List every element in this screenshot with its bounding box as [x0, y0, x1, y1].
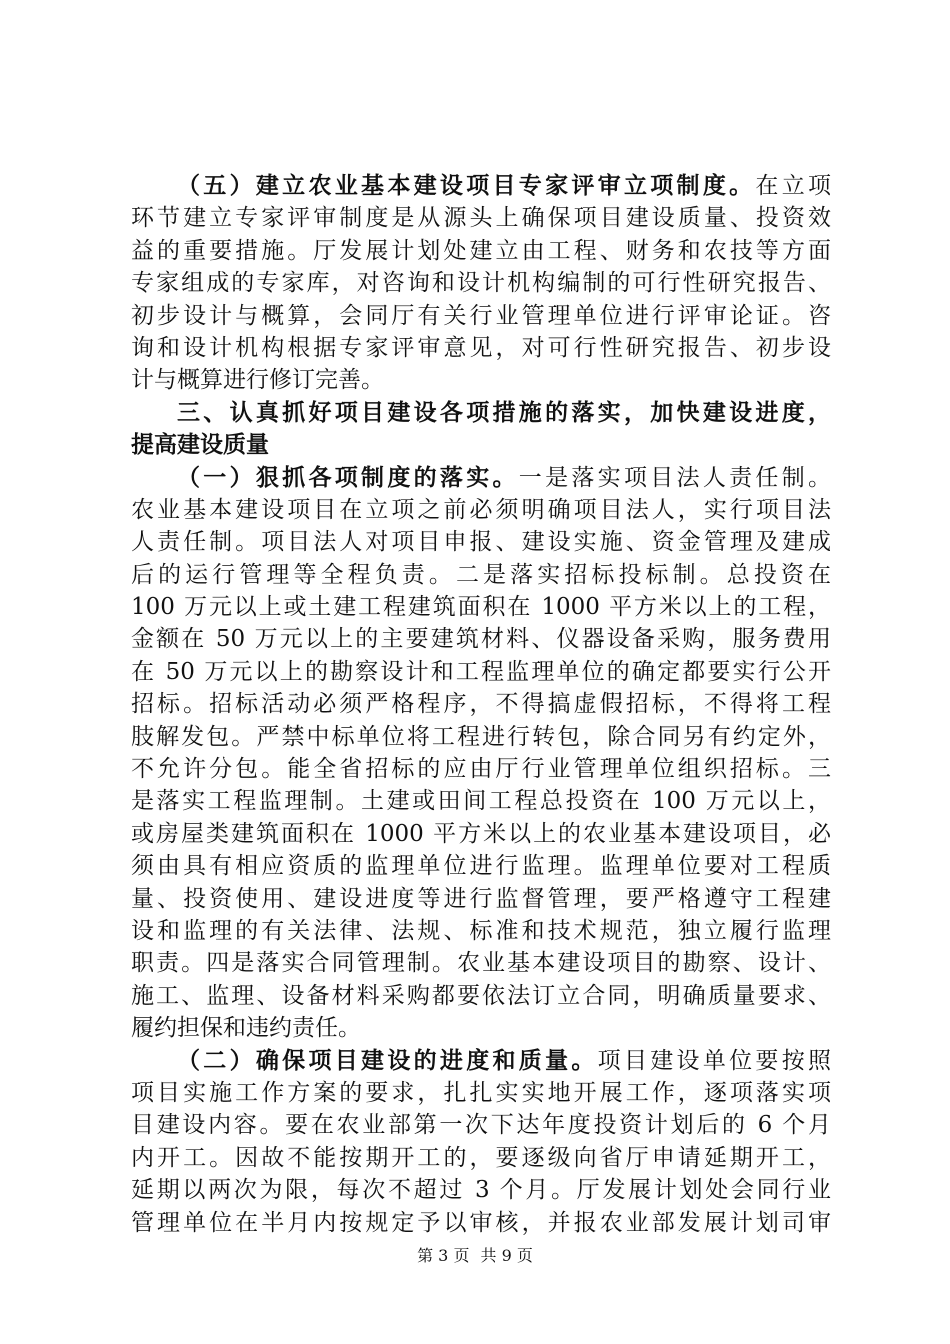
paragraph-line: 益的重要措施。厅发展计划处建立由工程、财务和农技等方面	[131, 237, 831, 264]
paragraph-line: 初步设计与概算，会同厅有关行业管理单位进行评审论证。咨	[131, 302, 831, 329]
section5-title: （五）建立农业基本建设项目专家评审立项制度。	[177, 172, 756, 199]
part3-heading-line2: 提高建设质量	[131, 431, 269, 459]
part3-heading-line1: 三、认真抓好项目建设各项措施的落实，加快建设进度，	[177, 398, 831, 426]
page-number: 第 3 页	[417, 1246, 470, 1265]
paragraph-line: 肢解发包。严禁中标单位将工程进行转包，除合同另有约定外，	[131, 723, 831, 750]
paragraph-line: 量、投资使用、建设进度等进行监督管理，要严格遵守工程建	[131, 885, 831, 912]
paragraph-line: 招标。招标活动必须严格程序，不得搞虚假招标，不得将工程	[131, 691, 831, 718]
paragraph-line: 职责。四是落实合同管理制。农业基本建设项目的勘察、设计、	[131, 950, 831, 977]
paragraph-line: 施工、监理、设备材料采购都要依法订立合同，明确质量要求、	[131, 982, 831, 1009]
paragraph-line: 设和监理的有关法律、法规、标准和技术规范，独立履行监理	[131, 917, 831, 944]
paragraph-line: 环节建立专家评审制度是从源头上确保项目建设质量、投资效	[131, 205, 831, 232]
paragraph-line: 100 万元以上或土建工程建筑面积在 1000 平方米以上的工程，	[131, 594, 831, 621]
sub1-line1-rest: 一是落实项目法人责任制。	[518, 464, 832, 491]
paragraph-line: 后的运行管理等全程负责。二是落实招标投标制。总投资在	[131, 561, 831, 588]
paragraph-line: 是落实工程监理制。土建或田间工程总投资在 100 万元以上，	[131, 788, 831, 815]
paragraph-line: 须由具有相应资质的监理单位进行监理。监理单位要对工程质	[131, 853, 831, 880]
paragraph-line: 农业基本建设项目在立项之前必须明确项目法人，实行项目法	[131, 496, 831, 523]
paragraph-line: 金额在 50 万元以上的主要建筑材料、仪器设备采购，服务费用	[131, 626, 831, 653]
section5-first-line	[131, 170, 831, 202]
paragraph-line: 不允许分包。能全省招标的应由厅行业管理单位组织招标。三	[131, 756, 831, 783]
paragraph-line: 人责任制。项目法人对项目申报、建设实施、资金管理及建成	[131, 529, 831, 556]
paragraph-line: 目建设内容。要在农业部第一次下达年度投资计划后的 6 个月	[131, 1112, 831, 1139]
page-total: 共 9 页	[480, 1246, 533, 1265]
paragraph-line: 履约担保和违约责任。	[131, 1015, 361, 1042]
sub2-first-line	[131, 1045, 831, 1077]
paragraph-line: 项目实施工作方案的要求，扎扎实实地开展工作，逐项落实项	[131, 1079, 831, 1106]
section5-line1-rest: 在立项	[755, 173, 832, 199]
paragraph-line: 询和设计机构根据专家评审意见，对可行性研究报告、初步设	[131, 334, 831, 361]
paragraph-line: 或房屋类建筑面积在 1000 平方米以上的农业基本建设项目，必	[131, 820, 831, 847]
paragraph-line: 内开工。因故不能按期开工的，要逐级向省厅申请延期开工，	[131, 1144, 831, 1171]
document-body	[131, 170, 831, 1239]
paragraph-line: 计与概算进行修订完善。	[131, 367, 384, 394]
sub2-line1-rest: 项目建设单位要按照	[597, 1047, 832, 1074]
paragraph-line: 专家组成的专家库，对咨询和设计机构编制的可行性研究报告、	[131, 270, 831, 297]
sub1-first-line	[131, 462, 831, 494]
paragraph-line: 延期以两次为限，每次不超过 3 个月。厅发展计划处会同行业	[131, 1177, 831, 1204]
paragraph-line: 管理单位在半月内按规定予以审核，并报农业部发展计划司审	[131, 1209, 831, 1236]
sub1-title: （一）狠抓各项制度的落实。	[177, 463, 519, 491]
sub2-title: （二）确保项目建设的进度和质量。	[177, 1046, 598, 1074]
page-footer	[0, 1246, 950, 1266]
paragraph-line: 在 50 万元以上的勘察设计和工程监理单位的确定都要实行公开	[131, 658, 831, 685]
